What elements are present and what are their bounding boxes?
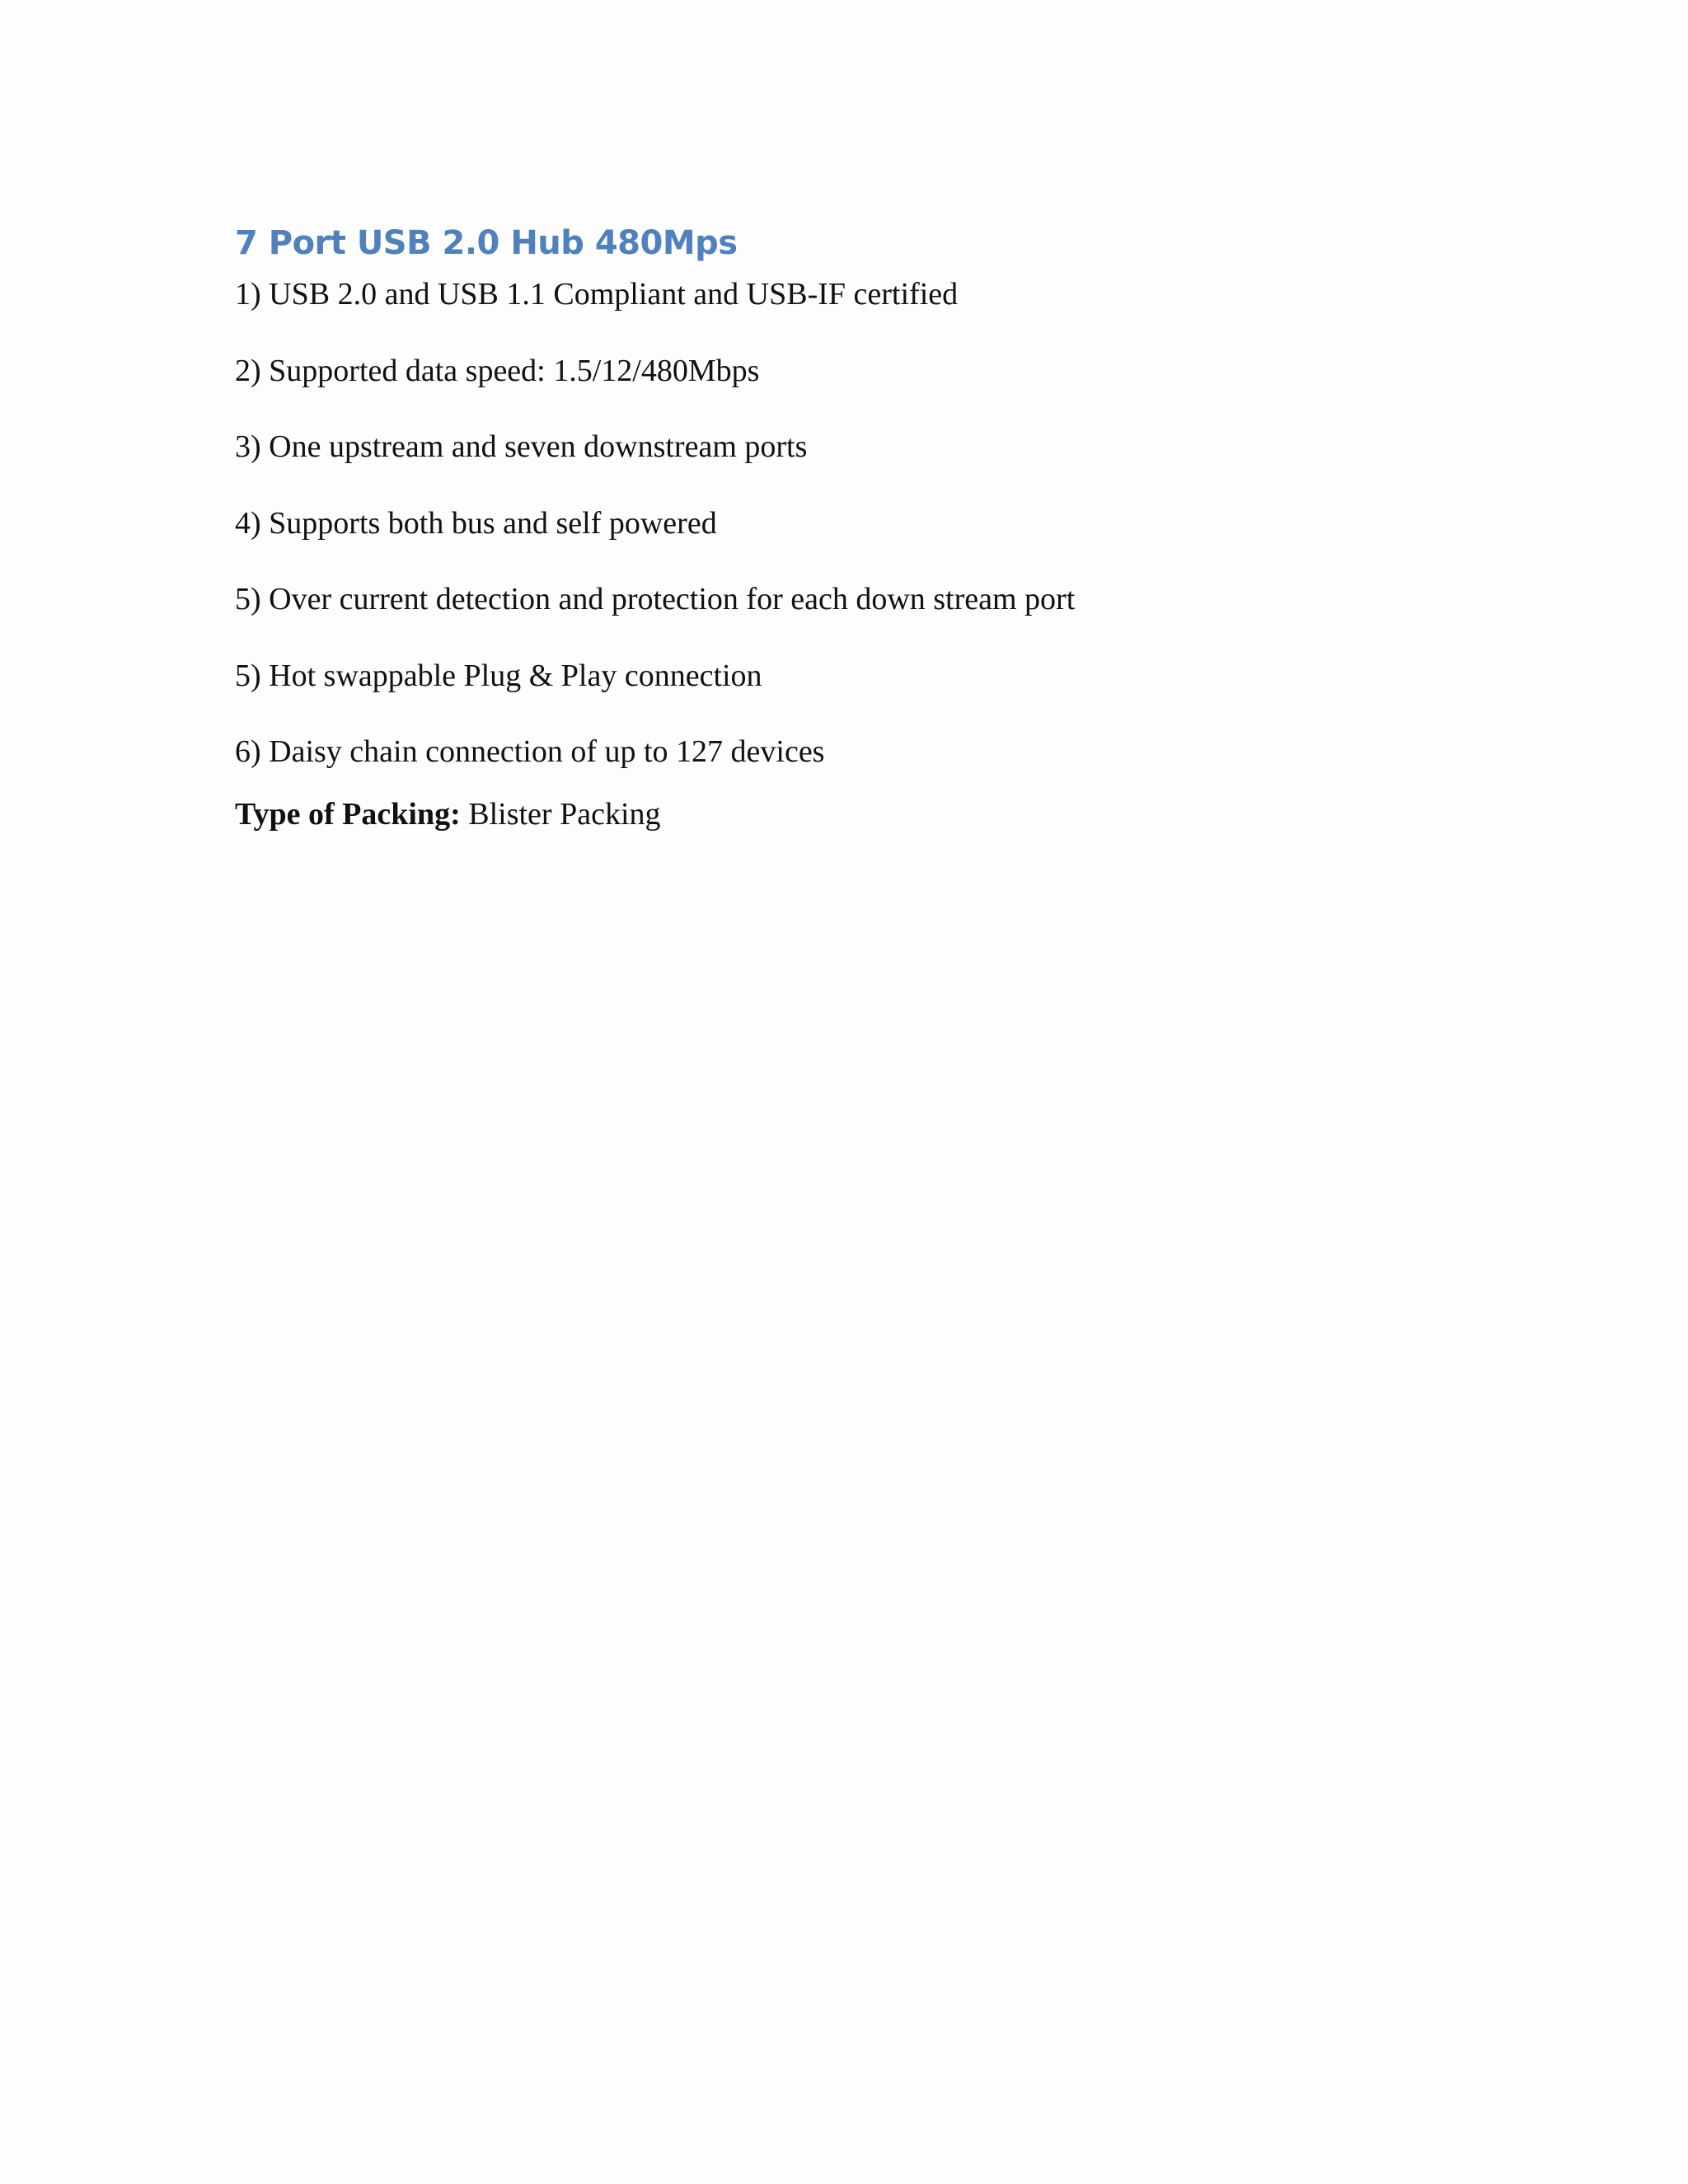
- packing-line: [235, 791, 1471, 837]
- document-title: 7 Port USB 2.0 Hub 480Mps: [235, 224, 738, 262]
- feature-item-3: 3) One upstream and seven downstream ports: [235, 429, 808, 464]
- feature-item-5: 5) Over current detection and protection for each down stream port: [235, 582, 1076, 616]
- feature-item-1: 1) USB 2.0 and USB 1.1 Compliant and USB-IF certified: [235, 277, 959, 312]
- document-content: [235, 217, 1471, 837]
- packing-label: Type of Packing:: [235, 797, 461, 832]
- feature-item-2: 2) Supported data speed: 1.5/12/480Mbps: [235, 353, 760, 388]
- packing-value: Blister Packing: [468, 797, 661, 832]
- feature-item-6: 5) Hot swappable Plug & Play connection: [235, 658, 762, 693]
- feature-item-4: 4) Supports both bus and self powered: [235, 505, 717, 541]
- feature-list: [235, 271, 1471, 775]
- feature-item-7: 6) Daisy chain connection of up to 127 devices: [235, 734, 825, 769]
